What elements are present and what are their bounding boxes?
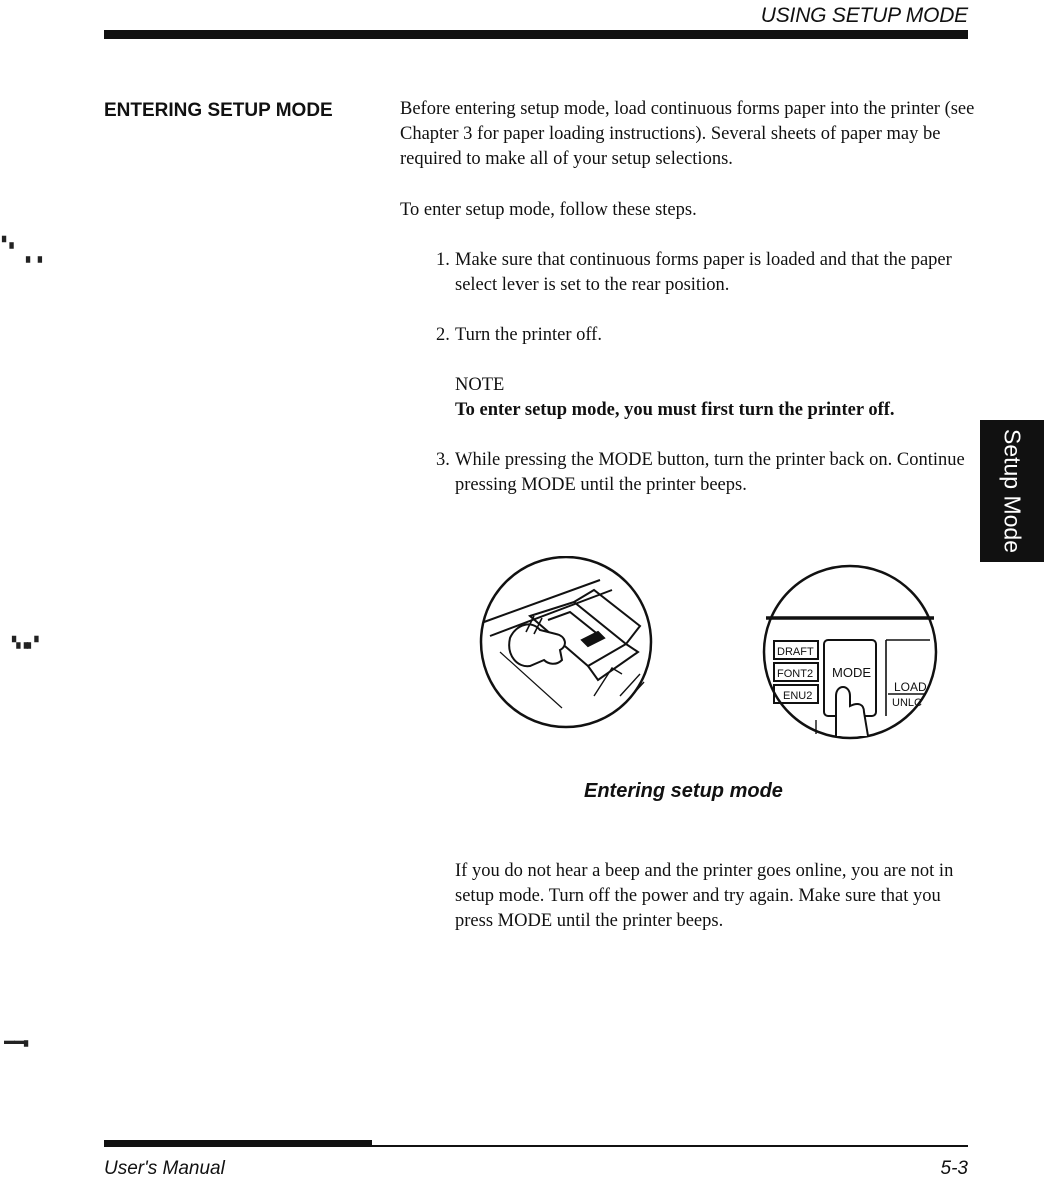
control-panel-illustration: [764, 566, 936, 738]
running-header: USING SETUP MODE: [760, 4, 968, 27]
step-3: [436, 448, 966, 498]
scan-artifact: ▬▬▖: [4, 1035, 32, 1047]
step-number: 1.: [436, 250, 450, 270]
header-rule: [104, 30, 968, 39]
step-2: [436, 323, 966, 348]
note-block: [455, 373, 975, 423]
chapter-thumb-tab: [980, 420, 1044, 562]
scan-artifact: ▖▗: [26, 251, 41, 263]
panel-label-unload: UNLC: [892, 697, 922, 709]
steps-intro: To enter setup mode, follow these steps.: [400, 200, 697, 220]
panel-label-load: LOAD: [894, 680, 927, 694]
step-number: 2.: [436, 325, 450, 345]
step-text: Make sure that continuous forms paper is loaded and that the paper select lever is set to the rear position.: [455, 250, 952, 295]
troubleshoot-paragraph: If you do not hear a beep and the printer goes online, you are not in setup mode. Turn off the power and try again. Make sure that you press MODE until the printer beeps.: [455, 861, 954, 931]
page-number: 5-3: [940, 1158, 968, 1179]
note-label: NOTE: [455, 375, 505, 395]
panel-label-menu2: ENU2: [783, 690, 813, 702]
step-text: Turn the printer off.: [455, 325, 602, 345]
figure-caption: Entering setup mode: [584, 780, 783, 802]
note-text: To enter setup mode, you must first turn the printer off.: [455, 400, 895, 420]
setup-mode-illustration: [470, 556, 950, 746]
scan-artifact: ▘▖: [2, 237, 17, 249]
chapter-tab-label: Setup Mode: [999, 428, 1026, 554]
step-number: 3.: [436, 450, 450, 470]
step-1: [436, 248, 966, 298]
footer-rule-thin: [372, 1145, 968, 1147]
section-heading: ENTERING SETUP MODE: [104, 100, 333, 121]
printer-hand-illustration: [481, 557, 651, 727]
panel-label-mode: MODE: [832, 665, 871, 680]
footer-manual-title: User's Manual: [104, 1158, 225, 1179]
footer-rule-thick: [104, 1140, 372, 1147]
scan-artifact: ▚▗▖▘: [12, 637, 42, 649]
step-text: While pressing the MODE button, turn the printer back on. Continue pressing MODE until the printer beeps.: [455, 450, 965, 495]
panel-label-font2: FONT2: [777, 668, 814, 680]
intro-paragraph: Before entering setup mode, load continuous forms paper into the printer (see Chapter 3 for paper loading instructions). Several sheets of paper may be required to make all of your setup selections.: [400, 99, 975, 169]
panel-label-draft: DRAFT: [777, 646, 814, 658]
